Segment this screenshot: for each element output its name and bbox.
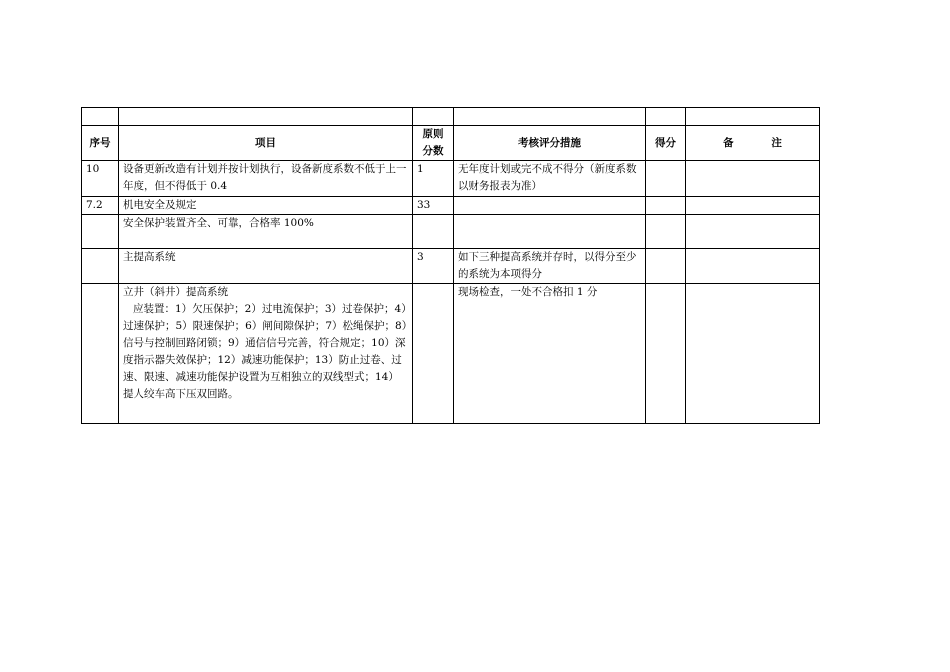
row-score: 1 <box>413 161 454 197</box>
table-row <box>82 161 820 197</box>
row-measure <box>454 215 646 249</box>
row-seq <box>82 284 119 424</box>
row-item: 设备更新改造有计划并按计划执行，设备新度系数不低于上一年度，但不得低于 0.4 <box>119 161 413 197</box>
row-score: 3 <box>413 249 454 284</box>
header-score-line2: 分数 <box>422 145 444 157</box>
assessment-table <box>81 107 820 424</box>
row-item: 机电安全及规定 <box>119 197 413 215</box>
row-got <box>646 249 686 284</box>
row-got <box>646 197 686 215</box>
table-row <box>82 249 820 284</box>
row-remark <box>686 215 820 249</box>
row-got <box>646 161 686 197</box>
row-item: 主提高系统 <box>119 249 413 284</box>
header-score <box>413 126 454 161</box>
row-remark <box>686 249 820 284</box>
row-measure: 无年度计划或完不成不得分（新度系数以财务报表为准） <box>454 161 646 197</box>
table-spacer-row <box>82 108 820 126</box>
row-remark <box>686 161 820 197</box>
row-measure <box>454 197 646 215</box>
row-got <box>646 284 686 424</box>
row-remark <box>686 284 820 424</box>
row-seq: 10 <box>82 161 119 197</box>
row-measure: 如下三种提高系统并存时，以得分至少的系统为本项得分 <box>454 249 646 284</box>
row-got <box>646 215 686 249</box>
row-remark <box>686 197 820 215</box>
row-item: 安全保护装置齐全、可靠，合格率 100% <box>119 215 413 249</box>
row-score <box>413 215 454 249</box>
table-header-row <box>82 126 820 161</box>
row-score: 33 <box>413 197 454 215</box>
row-seq <box>82 215 119 249</box>
table-row <box>82 284 820 424</box>
row-item-title: 立井（斜井）提高系统 <box>123 286 228 298</box>
header-remark: 备 注 <box>686 126 820 161</box>
row-seq <box>82 249 119 284</box>
table-row <box>82 215 820 249</box>
row-item <box>119 284 413 424</box>
row-seq: 7.2 <box>82 197 119 215</box>
table-row <box>82 197 820 215</box>
row-item-body: 应装置：1）欠压保护；2）过电流保护；3）过卷保护；4）过速保护；5）限速保护；6）闸间隙保护；7）松绳保护；8）信号与控制回路闭锁；9）通信信号完善，符合规定；10）深度指示器失效保护；12）减速功能保护；13）防止过卷、过速、限速、减速功能保护设置为互相独立的双线型式；14）提人绞车高下压双回路。 <box>123 303 407 400</box>
row-score <box>413 284 454 424</box>
header-item: 项目 <box>119 126 413 161</box>
header-got: 得分 <box>646 126 686 161</box>
row-measure: 现场检查，一处不合格扣 1 分 <box>454 284 646 424</box>
header-seq: 序号 <box>82 126 119 161</box>
header-measure: 考核评分措施 <box>454 126 646 161</box>
header-score-line1: 原则 <box>422 128 444 140</box>
